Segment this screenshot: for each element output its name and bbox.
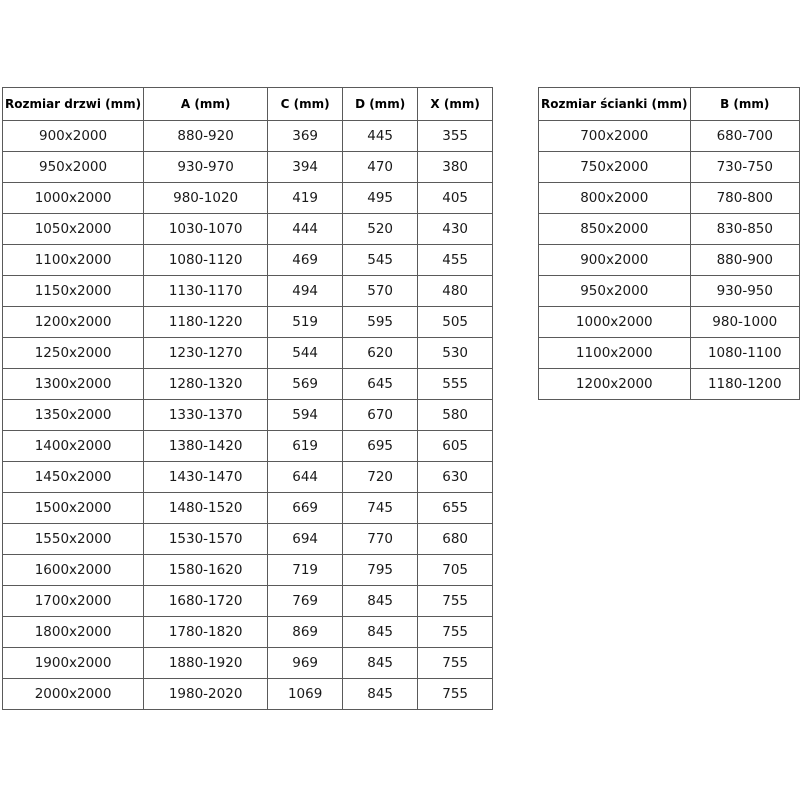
table-cell: 930-950	[690, 276, 799, 307]
table-cell: 720	[343, 462, 418, 493]
table-cell: 950x2000	[3, 152, 144, 183]
table-cell: 1980-2020	[144, 679, 268, 710]
table-row	[539, 276, 800, 307]
table-row	[3, 555, 493, 586]
table-cell: 1350x2000	[3, 400, 144, 431]
table-cell: 369	[268, 121, 343, 152]
table-cell: 570	[343, 276, 418, 307]
table-cell: 1180-1220	[144, 307, 268, 338]
table-row	[3, 338, 493, 369]
table-cell: 869	[268, 617, 343, 648]
table-cell: 680-700	[690, 121, 799, 152]
table-cell: 1330-1370	[144, 400, 268, 431]
table-cell: 1450x2000	[3, 462, 144, 493]
table-cell: 845	[343, 617, 418, 648]
table-cell: 520	[343, 214, 418, 245]
table-cell: 494	[268, 276, 343, 307]
table-row	[3, 214, 493, 245]
table-row	[3, 152, 493, 183]
table-cell: 669	[268, 493, 343, 524]
table-cell: 495	[343, 183, 418, 214]
table-cell: 845	[343, 648, 418, 679]
table-cell: 755	[418, 586, 493, 617]
table-cell: 620	[343, 338, 418, 369]
table-cell: 900x2000	[3, 121, 144, 152]
table-cell: 544	[268, 338, 343, 369]
table-cell: 444	[268, 214, 343, 245]
column-header: D (mm)	[343, 88, 418, 121]
table-cell: 1250x2000	[3, 338, 144, 369]
table-cell: 930-970	[144, 152, 268, 183]
table-row	[3, 400, 493, 431]
table-row	[539, 121, 800, 152]
table-cell: 1150x2000	[3, 276, 144, 307]
table-cell: 795	[343, 555, 418, 586]
table-cell: 850x2000	[539, 214, 691, 245]
table-cell: 700x2000	[539, 121, 691, 152]
table-cell: 1800x2000	[3, 617, 144, 648]
table-cell: 719	[268, 555, 343, 586]
table-cell: 419	[268, 183, 343, 214]
table-cell: 1180-1200	[690, 369, 799, 400]
table-cell: 645	[343, 369, 418, 400]
table-cell: 880-900	[690, 245, 799, 276]
table-row	[3, 648, 493, 679]
table-cell: 1430-1470	[144, 462, 268, 493]
table-cell: 1700x2000	[3, 586, 144, 617]
column-header: C (mm)	[268, 88, 343, 121]
table-row	[3, 462, 493, 493]
column-header: B (mm)	[690, 88, 799, 121]
table-row	[3, 369, 493, 400]
table-row	[539, 369, 800, 400]
table-cell: 595	[343, 307, 418, 338]
table-cell: 1400x2000	[3, 431, 144, 462]
table-cell: 470	[343, 152, 418, 183]
table-cell: 530	[418, 338, 493, 369]
table-cell: 2000x2000	[3, 679, 144, 710]
table-cell: 1280-1320	[144, 369, 268, 400]
table-cell: 900x2000	[539, 245, 691, 276]
table-cell: 680	[418, 524, 493, 555]
table-cell: 980-1020	[144, 183, 268, 214]
table-cell: 569	[268, 369, 343, 400]
table-cell: 1900x2000	[3, 648, 144, 679]
table-cell: 769	[268, 586, 343, 617]
table-cell: 1080-1120	[144, 245, 268, 276]
table-cell: 745	[343, 493, 418, 524]
table-row	[3, 524, 493, 555]
table-cell: 755	[418, 617, 493, 648]
table-cell: 1069	[268, 679, 343, 710]
table-cell: 405	[418, 183, 493, 214]
header-row	[539, 88, 800, 121]
table-row	[539, 214, 800, 245]
table-row	[3, 493, 493, 524]
table-cell: 780-800	[690, 183, 799, 214]
column-header: Rozmiar ścianki (mm)	[539, 88, 691, 121]
table-cell: 1480-1520	[144, 493, 268, 524]
table-cell: 455	[418, 245, 493, 276]
table-cell: 430	[418, 214, 493, 245]
table-cell: 1000x2000	[3, 183, 144, 214]
table-row	[539, 152, 800, 183]
table-cell: 950x2000	[539, 276, 691, 307]
table-row	[3, 121, 493, 152]
table-cell: 670	[343, 400, 418, 431]
table-row	[539, 245, 800, 276]
table-cell: 1130-1170	[144, 276, 268, 307]
table-cell: 1600x2000	[3, 555, 144, 586]
table-cell: 1050x2000	[3, 214, 144, 245]
table-row	[539, 338, 800, 369]
table-cell: 469	[268, 245, 343, 276]
table-cell: 750x2000	[539, 152, 691, 183]
table-cell: 644	[268, 462, 343, 493]
table-cell: 1680-1720	[144, 586, 268, 617]
table-cell: 505	[418, 307, 493, 338]
table-cell: 1200x2000	[539, 369, 691, 400]
table-cell: 1200x2000	[3, 307, 144, 338]
table-cell: 555	[418, 369, 493, 400]
table-cell: 605	[418, 431, 493, 462]
table-cell: 1530-1570	[144, 524, 268, 555]
table-cell: 1380-1420	[144, 431, 268, 462]
table-cell: 730-750	[690, 152, 799, 183]
table-cell: 1000x2000	[539, 307, 691, 338]
table-cell: 619	[268, 431, 343, 462]
table-cell: 845	[343, 679, 418, 710]
table-cell: 880-920	[144, 121, 268, 152]
table-cell: 755	[418, 648, 493, 679]
table-row	[3, 679, 493, 710]
table-cell: 1780-1820	[144, 617, 268, 648]
table-row	[3, 431, 493, 462]
table-row	[3, 617, 493, 648]
table-row	[3, 245, 493, 276]
column-header: A (mm)	[144, 88, 268, 121]
table-cell: 1100x2000	[539, 338, 691, 369]
table-cell: 655	[418, 493, 493, 524]
table-cell: 1300x2000	[3, 369, 144, 400]
table-cell: 1030-1070	[144, 214, 268, 245]
table-cell: 705	[418, 555, 493, 586]
table-cell: 630	[418, 462, 493, 493]
wall-size-table	[538, 87, 800, 400]
column-header: X (mm)	[418, 88, 493, 121]
table-cell: 580	[418, 400, 493, 431]
door-size-table	[2, 87, 493, 710]
table-cell: 694	[268, 524, 343, 555]
table-cell: 969	[268, 648, 343, 679]
header-row	[3, 88, 493, 121]
table-cell: 594	[268, 400, 343, 431]
table-cell: 1550x2000	[3, 524, 144, 555]
table-cell: 445	[343, 121, 418, 152]
column-header: Rozmiar drzwi (mm)	[3, 88, 144, 121]
table-cell: 355	[418, 121, 493, 152]
table-cell: 770	[343, 524, 418, 555]
table-row	[3, 586, 493, 617]
table-cell: 1100x2000	[3, 245, 144, 276]
table-cell: 830-850	[690, 214, 799, 245]
table-cell: 1580-1620	[144, 555, 268, 586]
table-cell: 845	[343, 586, 418, 617]
table-cell: 695	[343, 431, 418, 462]
table-cell: 755	[418, 679, 493, 710]
table-row	[3, 307, 493, 338]
table-cell: 480	[418, 276, 493, 307]
table-row	[539, 183, 800, 214]
table-row	[3, 276, 493, 307]
table-cell: 980-1000	[690, 307, 799, 338]
table-cell: 545	[343, 245, 418, 276]
table-row	[539, 307, 800, 338]
table-cell: 800x2000	[539, 183, 691, 214]
table-cell: 380	[418, 152, 493, 183]
table-cell: 1080-1100	[690, 338, 799, 369]
table-cell: 1880-1920	[144, 648, 268, 679]
table-cell: 1230-1270	[144, 338, 268, 369]
table-cell: 394	[268, 152, 343, 183]
table-cell: 1500x2000	[3, 493, 144, 524]
table-row	[3, 183, 493, 214]
table-cell: 519	[268, 307, 343, 338]
